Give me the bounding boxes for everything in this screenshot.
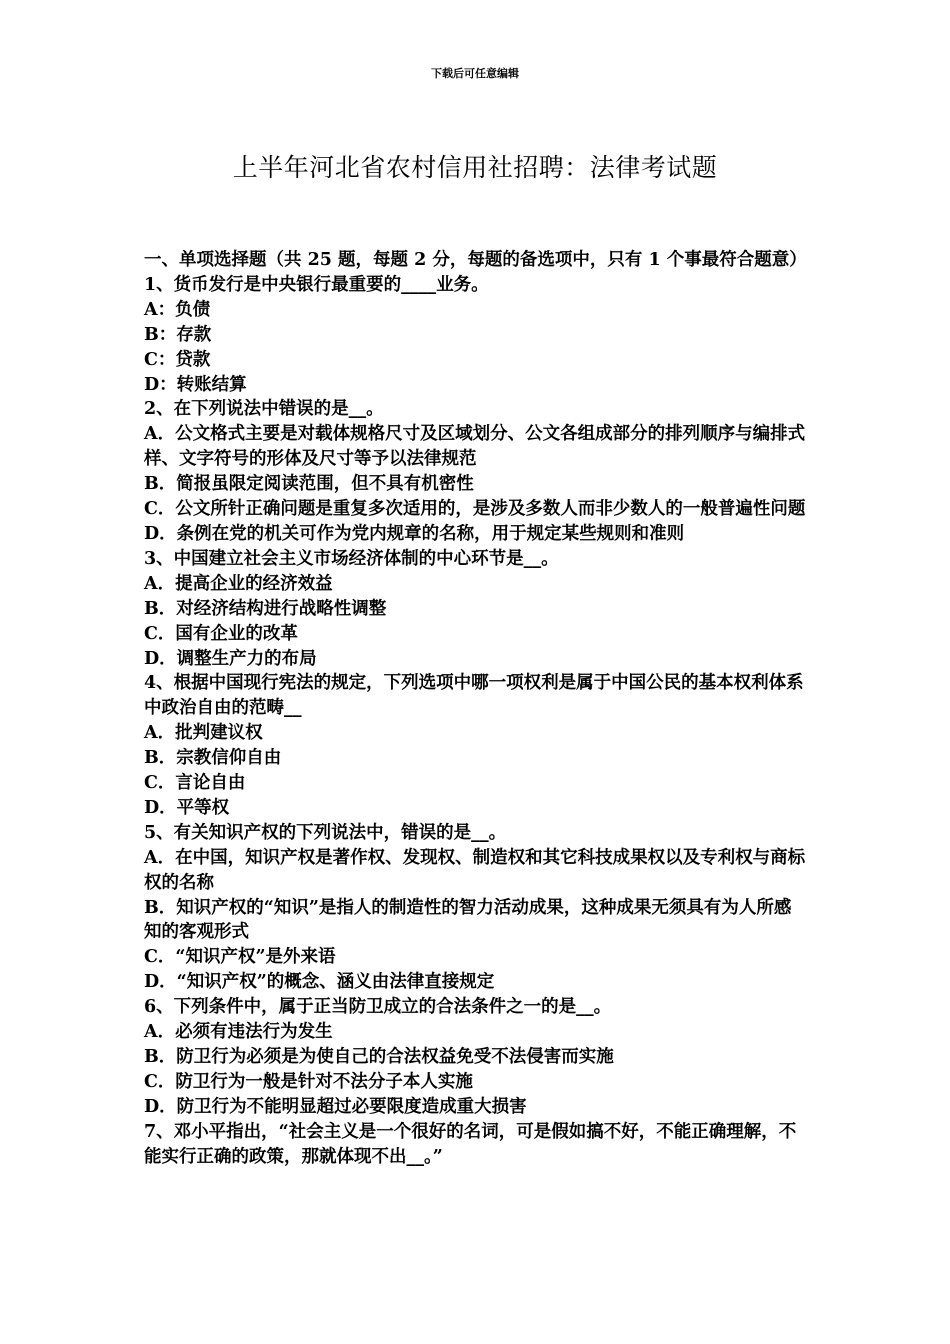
option-b: B．知识产权的“知识”是指人的制造性的智力活动成果，这种成果无须具有为人所感知的客观形式 — [144, 897, 792, 943]
option-a: A．必须有违法行为发生 — [144, 1022, 333, 1043]
question-stem: 2、在下列说法中错误的是__。 — [144, 399, 384, 420]
question-stem: 3、中国建立社会主义市场经济体制的中心环节是__。 — [144, 548, 559, 569]
section-heading: 一、单项选择题（共 25 题，每题 2 分，每题的备选项中，只有 1 个事最符合题意） — [144, 250, 807, 270]
option-b: B：存款 — [144, 324, 212, 345]
option-d: D：转账结算 — [144, 374, 247, 395]
document-body — [144, 248, 806, 1170]
option-c: C．国有企业的改革 — [144, 623, 298, 644]
question-5 — [144, 821, 806, 995]
option-b: B．宗教信仰自由 — [144, 748, 282, 769]
option-a: A．提高企业的经济效益 — [144, 573, 333, 594]
question-6 — [144, 995, 806, 1120]
option-b: B．对经济结构进行战略性调整 — [144, 598, 387, 619]
question-4 — [144, 671, 806, 820]
option-a: A．公文格式主要是对载体规格尺寸及区域划分、公文各组成部分的排列顺序与编排式样、文字符号的形体及尺寸等予以法律规范 — [144, 424, 806, 470]
option-d: D．平等权 — [144, 797, 230, 818]
option-d: D．防卫行为不能明显超过必要限度造成重大损害 — [144, 1096, 527, 1117]
question-stem: 4、根据中国现行宪法的规定，下列选项中哪一项权利是属于中国公民的基本权利体系中政治自由的范畴__ — [144, 673, 804, 719]
page-header-note: 下载后可任意编辑 — [431, 67, 519, 80]
question-1 — [144, 273, 806, 398]
question-stem: 7、邓小平指出，“社会主义是一个很好的名词，可是假如搞不好，不能正确理解，不能实行正确的政策，那就体现不出__。” — [144, 1121, 797, 1167]
option-c: C．“知识产权”是外来语 — [144, 947, 336, 968]
question-stem: 6、下列条件中，属于正当防卫成立的合法条件之一的是__。 — [144, 997, 612, 1018]
question-2 — [144, 397, 806, 546]
option-d: D．条例在党的机关可作为党内规章的名称，用于规定某些规则和准则 — [144, 523, 685, 544]
option-d: D．调整生产力的布局 — [144, 648, 317, 669]
option-a: A．批判建议权 — [144, 723, 263, 744]
document-title: 上半年河北省农村信用社招聘：法律考试题 — [232, 153, 718, 182]
option-a: A：负债 — [144, 299, 211, 320]
option-b: B．防卫行为必须是为使自己的合法权益免受不法侵害而实施 — [144, 1047, 614, 1067]
question-3 — [144, 547, 806, 672]
option-c: C．防卫行为一般是针对不法分子本人实施 — [144, 1071, 473, 1092]
option-c: C．公文所针正确问题是重复多次适用的，是涉及多数人而非少数人的一般普遍性问题 — [144, 499, 806, 520]
option-b: B．简报虽限定阅读范围，但不具有机密性 — [144, 474, 474, 495]
option-d: D．“知识产权”的概念、涵义由法律直接规定 — [144, 972, 495, 993]
option-c: C：贷款 — [144, 349, 211, 370]
question-stem: 1、货币发行是中央银行最重要的____业务。 — [144, 274, 489, 295]
option-c: C．言论自由 — [144, 773, 246, 794]
question-7 — [144, 1120, 806, 1170]
question-stem: 5、有关知识产权的下列说法中，错误的是__。 — [144, 822, 507, 843]
option-a: A．在中国，知识产权是著作权、发现权、制造权和其它科技成果权以及专利权与商标权的名称 — [144, 847, 806, 893]
